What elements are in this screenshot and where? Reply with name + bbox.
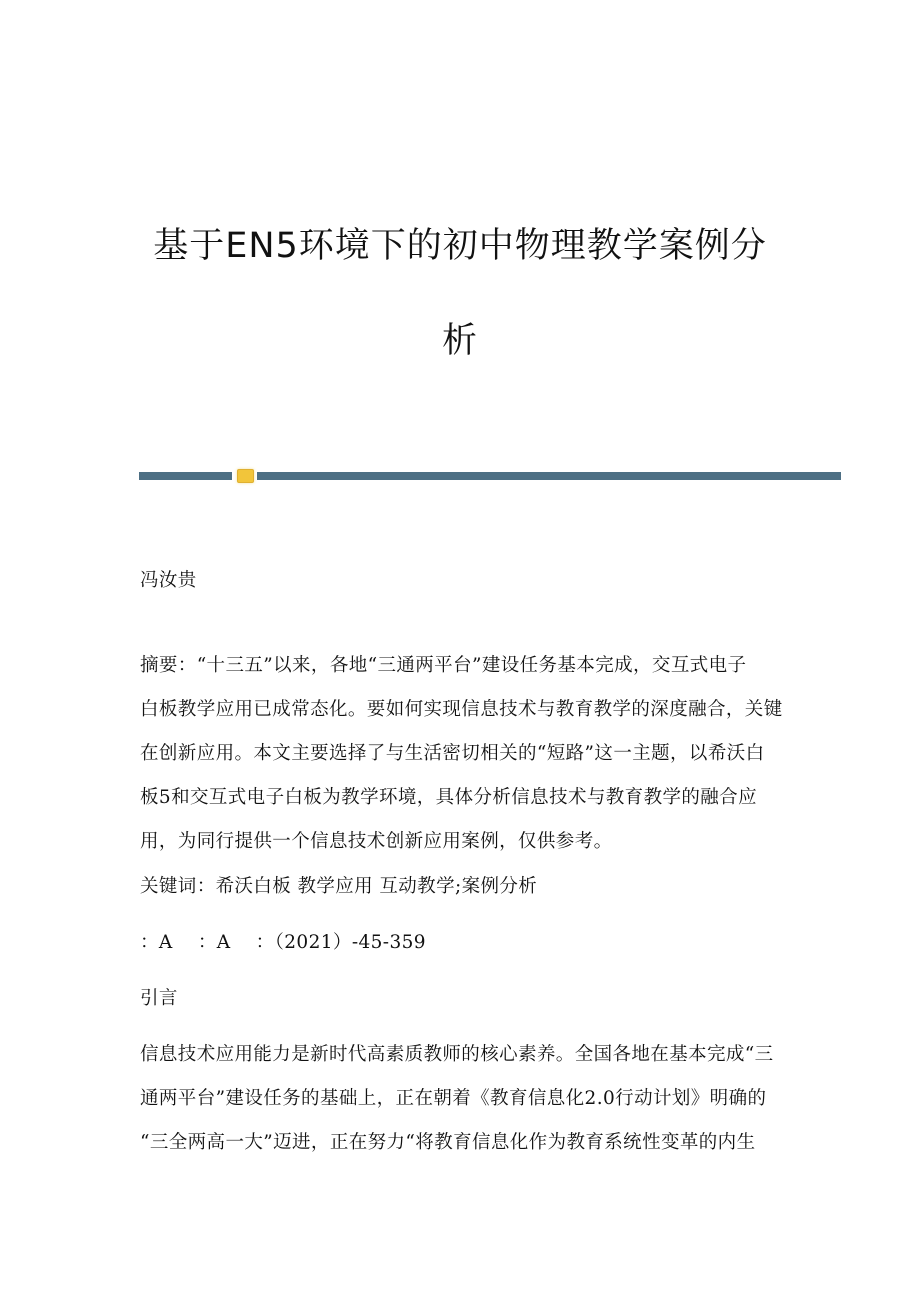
intro-line: “三全两高一大”迈进，正在努力“将教育信息化作为教育系统性变革的内生 (140, 1132, 756, 1153)
abstract-line: 用，为同行提供一个信息技术创新应用案例，仅供参考。 (140, 831, 613, 852)
abstract-line: 白板教学应用已成常态化。要如何实现信息技术与教育教学的深度融合，关键 (140, 699, 783, 720)
classification-info: ：A ：A ：（2021）-45-359 (140, 932, 426, 953)
envelope-icon (237, 469, 254, 483)
author: 冯汝贵 (140, 570, 197, 591)
abstract-line: 板5和交互式电子白板为教学环境，具体分析信息技术与教育教学的融合应 (140, 787, 757, 808)
section-heading: 引言 (140, 988, 178, 1009)
divider-right (257, 472, 841, 480)
abstract-line: 在创新应用。本文主要选择了与生活密切相关的“短路”这一主题，以希沃白 (140, 743, 765, 764)
abstract-line: 摘要：“十三五”以来，各地“三通两平台”建设任务基本完成，交互式电子 (140, 655, 747, 676)
keywords: 关键词：希沃白板 教学应用 互动教学;案例分析 (140, 876, 538, 897)
intro-line: 信息技术应用能力是新时代高素质教师的核心素养。全国各地在基本完成“三 (140, 1044, 774, 1065)
document-title-line-1: 基于EN5环境下的初中物理教学案例分 (153, 226, 767, 266)
intro-line: 通两平台”建设任务的基础上，正在朝着《教育信息化2.0行动计划》明确的 (140, 1088, 767, 1109)
divider-left (139, 472, 232, 480)
document-title-line-2: 析 (441, 321, 478, 361)
